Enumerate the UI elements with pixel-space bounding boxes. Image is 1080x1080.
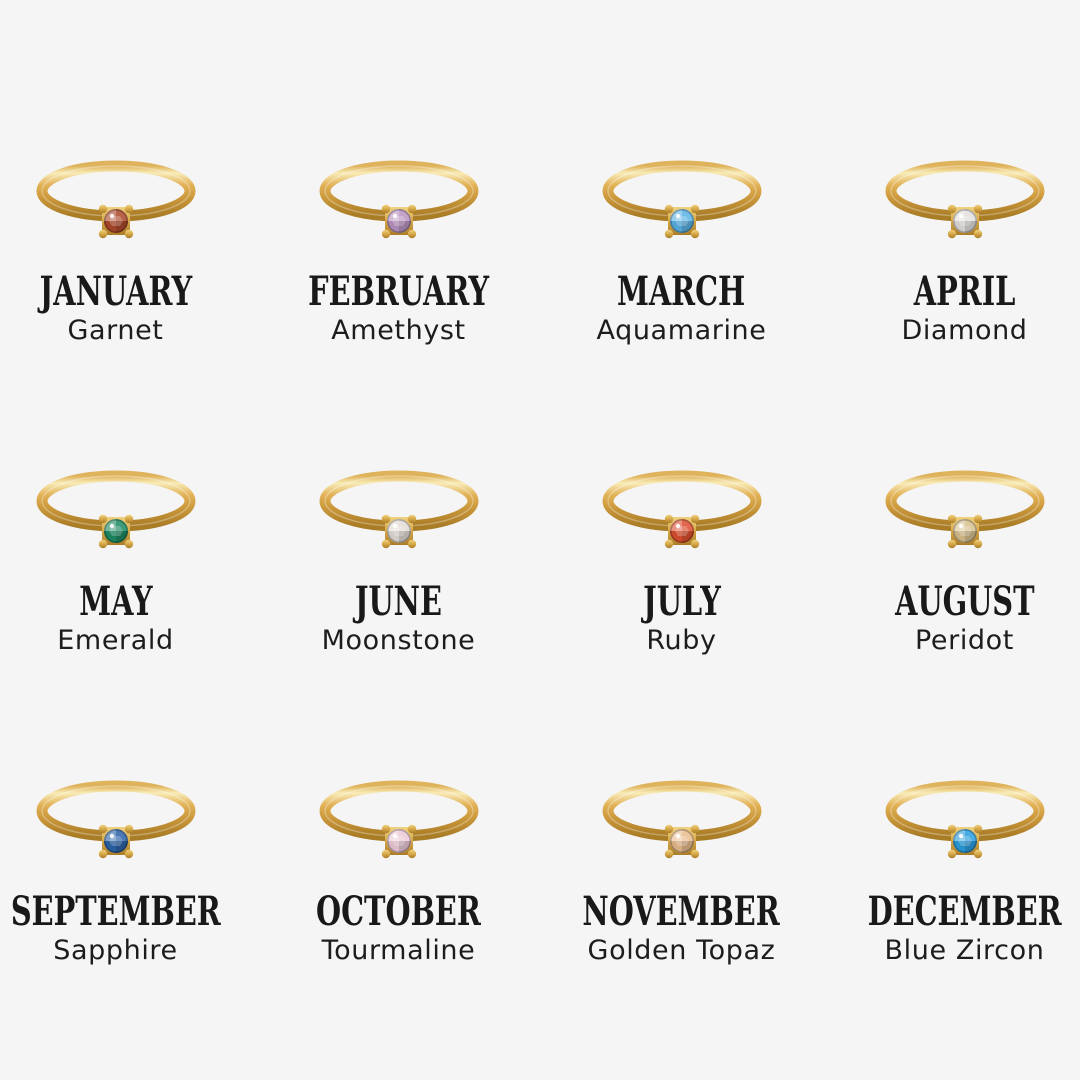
cell-march <box>540 95 823 405</box>
cell-january <box>0 95 257 405</box>
month-label: MAY <box>78 578 153 625</box>
stone-label: Amethyst <box>331 315 466 346</box>
month-label: DECEMBER <box>867 888 1062 935</box>
stone-label: Garnet <box>67 315 164 346</box>
month-label: OCTOBER <box>316 888 481 935</box>
birthstone-grid <box>0 95 1080 1025</box>
stone-label: Emerald <box>57 625 174 656</box>
cell-july <box>540 405 823 715</box>
stone-label: Golden Topaz <box>587 935 776 966</box>
stone-label: Tourmaline <box>321 935 476 966</box>
cell-september <box>0 715 257 1025</box>
gold-ring-image <box>16 775 216 863</box>
cell-august <box>823 405 1080 715</box>
gold-ring-image <box>16 465 216 553</box>
month-label: JULY <box>642 578 721 625</box>
stone-label: Peridot <box>915 625 1014 656</box>
cell-may <box>0 405 257 715</box>
month-label: SEPTEMBER <box>10 888 221 935</box>
stone-label: Moonstone <box>321 625 476 656</box>
gold-ring-image <box>299 775 499 863</box>
month-label: MARCH <box>617 268 746 315</box>
month-label: AUGUST <box>894 578 1035 625</box>
month-label: APRIL <box>913 268 1016 315</box>
cell-february <box>257 95 540 405</box>
gold-ring-image <box>582 155 782 243</box>
month-label: FEBRUARY <box>308 268 489 315</box>
gold-ring-image <box>299 465 499 553</box>
cell-june <box>257 405 540 715</box>
gold-ring-image <box>582 775 782 863</box>
cell-april <box>823 95 1080 405</box>
month-label: JUNE <box>354 578 443 625</box>
stone-label: Diamond <box>901 315 1028 346</box>
gold-ring-image <box>865 465 1065 553</box>
stone-label: Aquamarine <box>596 315 767 346</box>
cell-november <box>540 715 823 1025</box>
gold-ring-image <box>865 775 1065 863</box>
gold-ring-image <box>582 465 782 553</box>
gold-ring-image <box>16 155 216 243</box>
stone-label: Blue Zircon <box>884 935 1045 966</box>
month-label: NOVEMBER <box>582 888 781 935</box>
month-label: JANUARY <box>39 268 192 315</box>
cell-december <box>823 715 1080 1025</box>
cell-october <box>257 715 540 1025</box>
gold-ring-image <box>865 155 1065 243</box>
stone-label: Sapphire <box>53 935 178 966</box>
stone-label: Ruby <box>646 625 717 656</box>
gold-ring-image <box>299 155 499 243</box>
